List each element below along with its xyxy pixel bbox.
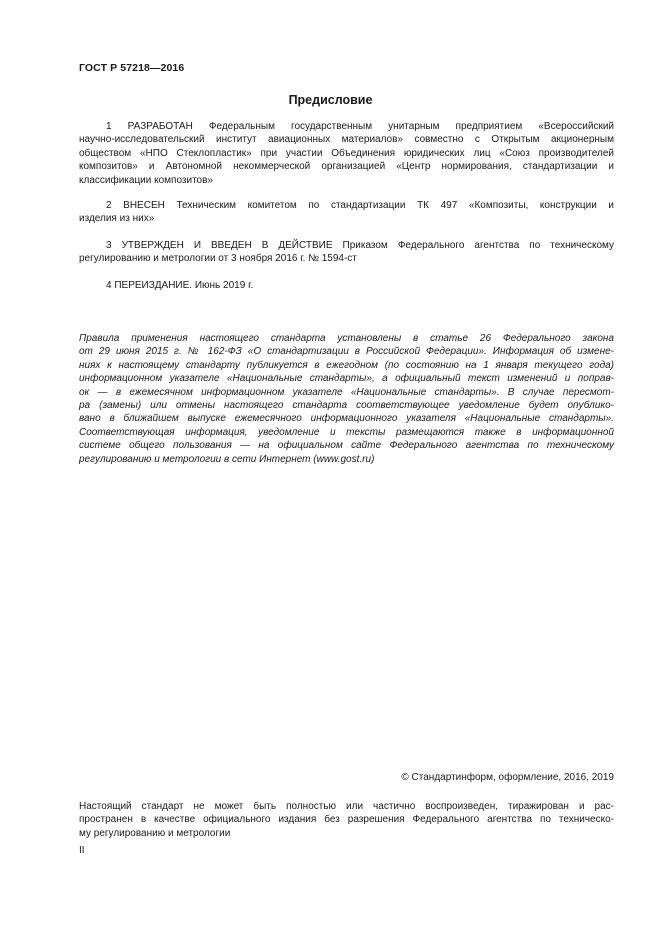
text-line: ок — в ежемесячном информационном указателе «Национальные стандарты». В случае пересмот- (79, 386, 614, 398)
paragraph-introduced (79, 199, 614, 226)
text-line: обществом «НПО Стеклопластик» при участии Объединения юридических лиц «Союз производителей (79, 147, 614, 159)
text-line: композитов» и Автономной некоммерческой организацией «Центр нормирования, стандартизации и (79, 161, 614, 173)
text-line: регулированию и метрологии в сети Интернет (www.gost.ru) (79, 453, 375, 465)
copyright-notice: © Стандартинформ, оформление, 2016, 2019 (401, 772, 614, 783)
text-line: от 29 июня 2015 г. № 162-ФЗ «О стандартизации в Российской Федерации». Информация об измене- (79, 346, 614, 358)
text-line: ниях к настоящему стандарту публикуется в ежегодном (по состоянию на 1 января текущего года) (79, 359, 614, 371)
text-line: вано в ближайшем выпуске ежемесячного информационного указателя «Национальные стандарты». (79, 413, 614, 425)
text-line: регулированию и метрологии от 3 ноября 2016 г. № 1594-ст (79, 253, 357, 265)
text-line: пространен в качестве официального издания без разрешения Федерального агентства по техническо- (79, 814, 614, 826)
text-line: изделия из них» (79, 213, 155, 225)
paragraph-developed (79, 120, 614, 187)
document-code: ГОСТ Р 57218—2016 (79, 62, 185, 74)
text-line: системе общего пользования — на официальном сайте Федерального агентства по техническому (79, 440, 614, 452)
paragraph-reissue (79, 279, 614, 292)
text-line: 4 ПЕРЕИЗДАНИЕ. Июнь 2019 г. (106, 280, 254, 291)
reproduction-notice (79, 800, 614, 840)
text-line: 3 УТВЕРЖДЕН И ВВЕДЕН В ДЕЙСТВИЕ Приказом Федерального агентства по техническому (106, 240, 614, 251)
text-line: классификации композитов» (79, 174, 213, 186)
text-line: 1 РАЗРАБОТАН Федеральным государственным унитарным предприятием «Всероссийский (106, 121, 614, 132)
text-line: ра (замены) или отмены настоящего стандарта соответствующее уведомление будет опублико- (79, 400, 614, 412)
text-line: 2 ВНЕСЕН Техническим комитетом по стандартизации ТК 497 «Композиты, конструкции и (106, 200, 614, 211)
text-line: Соответствующая информация, уведомление и тексты размещаются также в информационной (79, 426, 614, 438)
paragraph-approved (79, 239, 614, 266)
page-number: II (79, 845, 85, 856)
text-line: научно-исследовательский институт авиационных материалов» совместно с Открытым акционерным (79, 134, 614, 146)
text-line: информационном указателе «Национальные стандарты», а официальный текст изменений и поправ- (79, 373, 614, 385)
standard-usage-note (79, 332, 614, 466)
text-line: му регулированию и метрологии (79, 827, 231, 839)
page-title: Предисловие (288, 93, 373, 107)
text-line: Настоящий стандарт не может быть полностью или частично воспроизведен, тиражирован и рас- (79, 801, 614, 812)
text-line: Правила применения настоящего стандарта установлены в статье 26 Федерального закона (79, 333, 614, 344)
